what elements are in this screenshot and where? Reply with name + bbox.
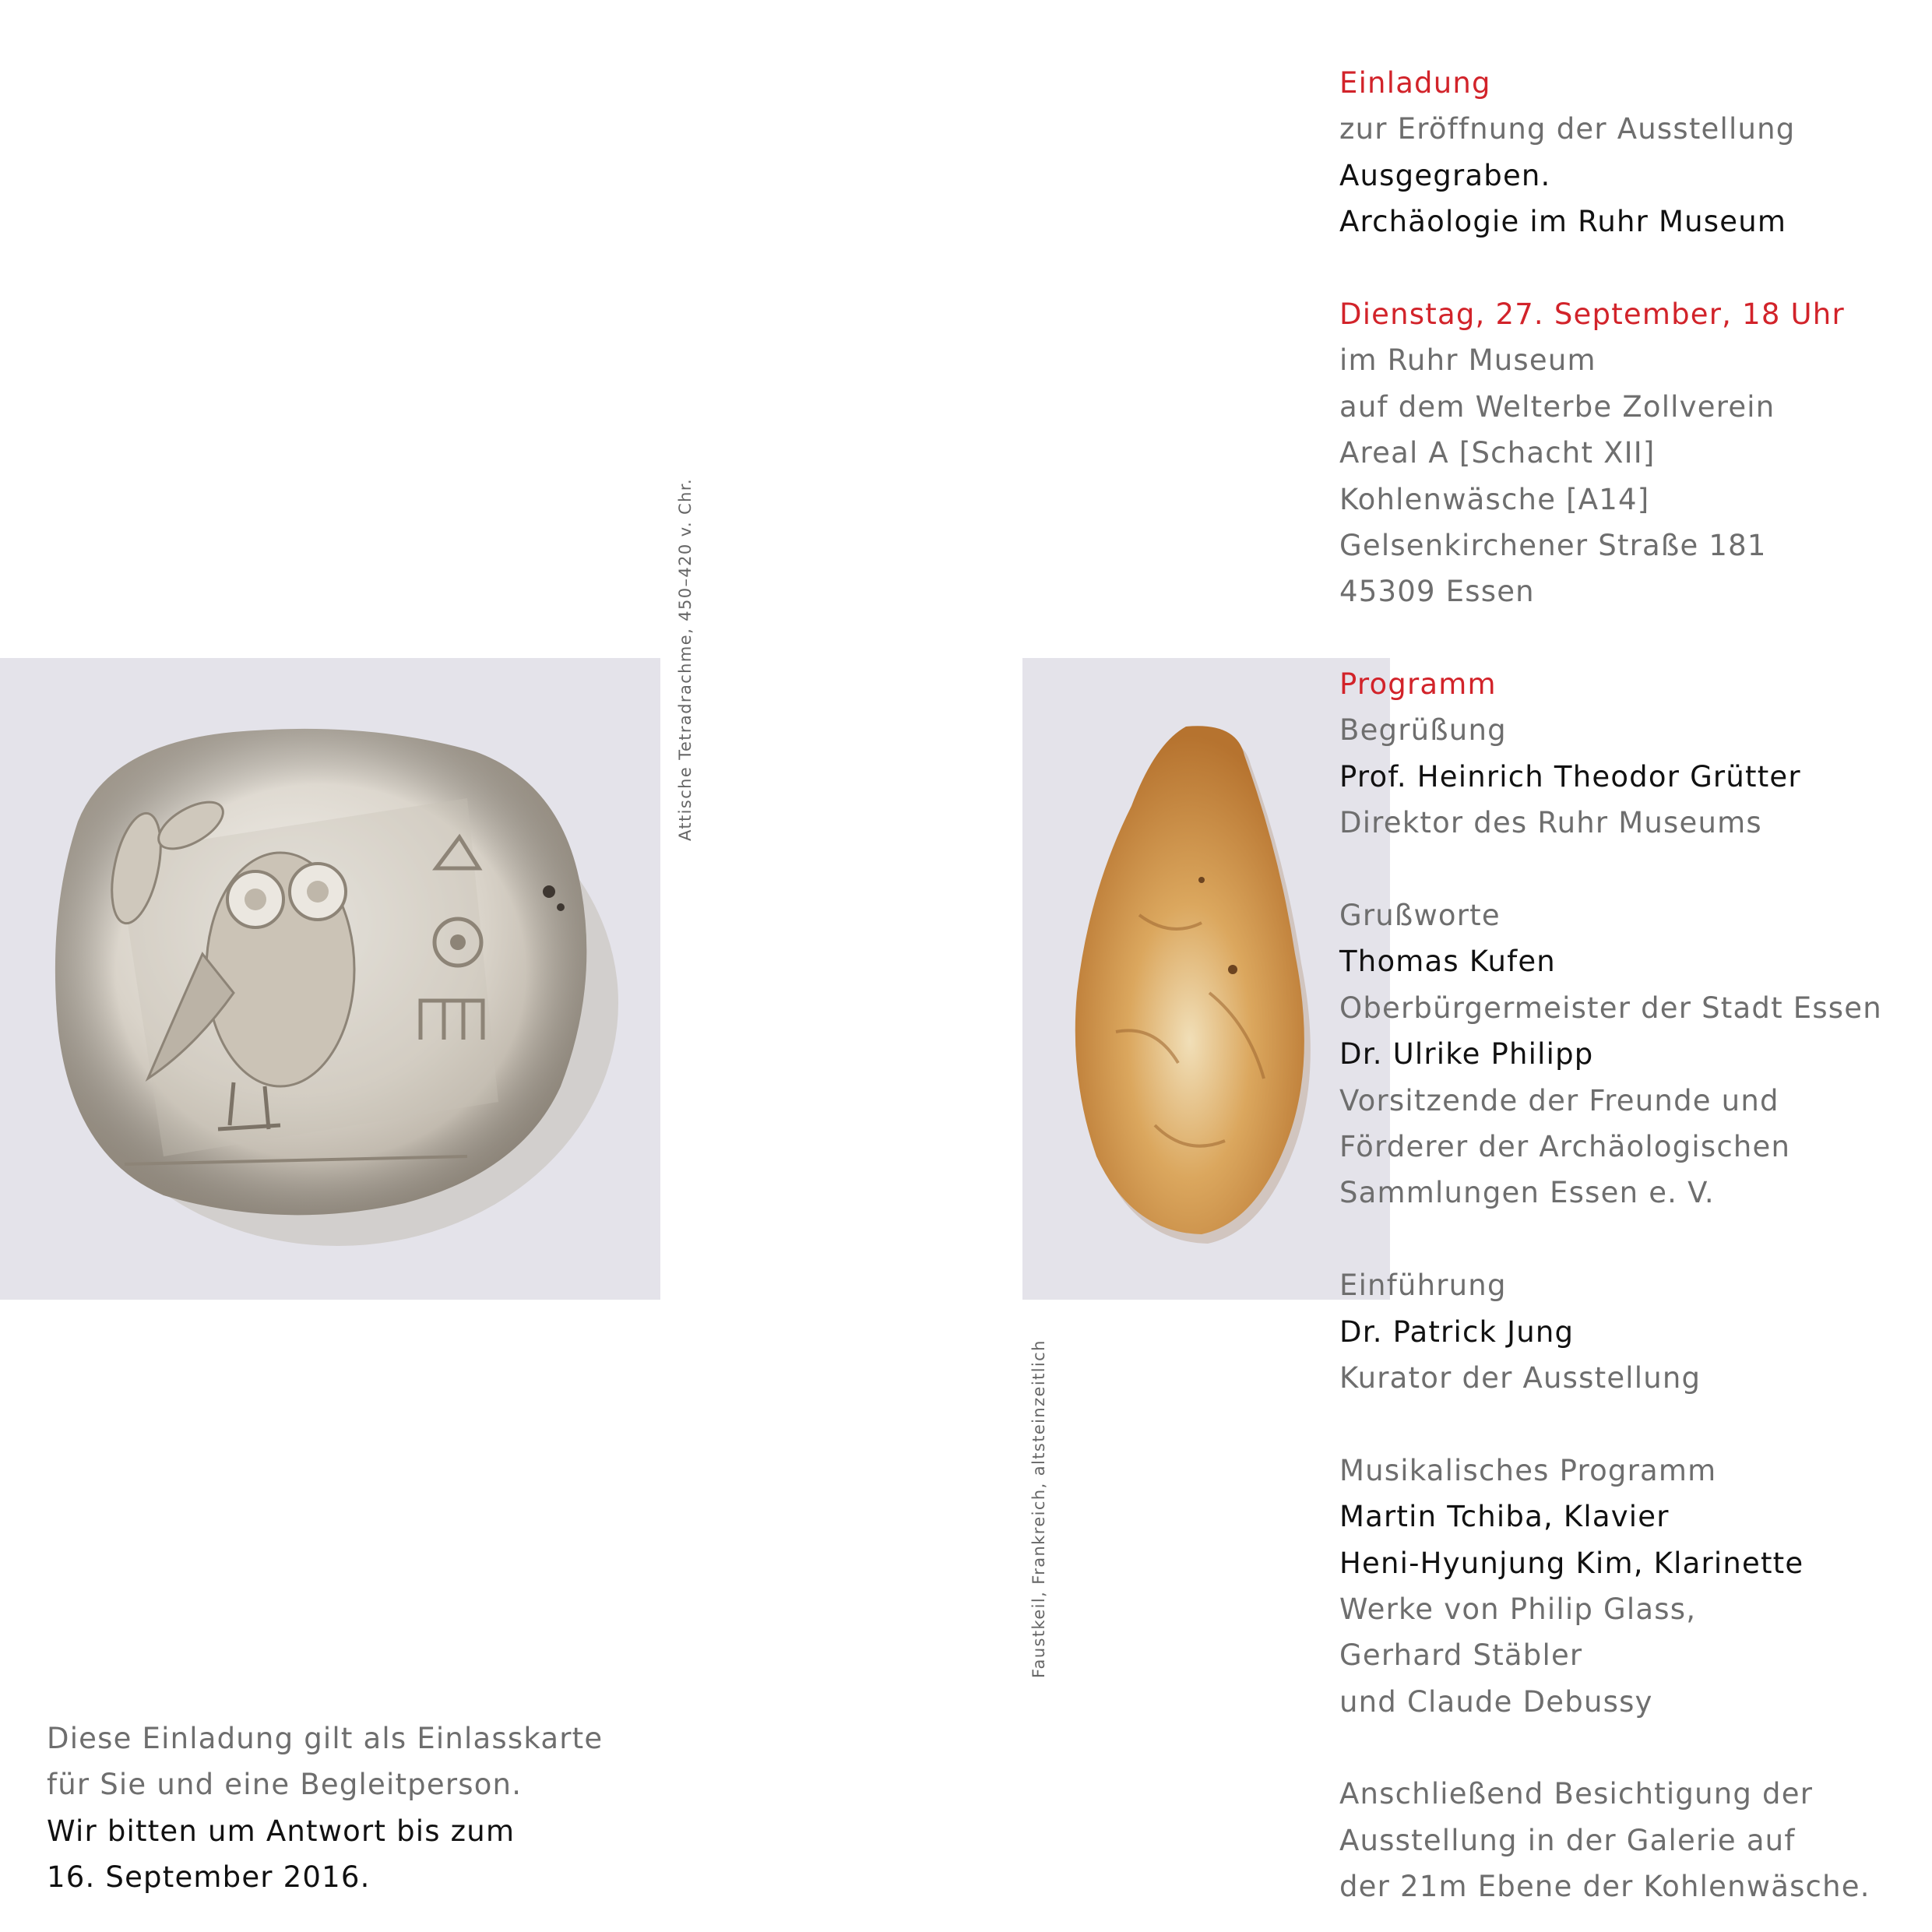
- invitation-subtitle: zur Eröffnung der Ausstellung: [1339, 112, 1796, 146]
- speaker-role: Kurator der Ausstellung: [1339, 1360, 1701, 1395]
- speaker-name: Prof. Heinrich Theodor Grütter: [1339, 759, 1801, 794]
- closing-line: Ausstellung in der Galerie auf: [1339, 1823, 1796, 1857]
- coin-photo: [0, 658, 660, 1300]
- owl-tetradrachm-image: [0, 658, 660, 1300]
- handaxe-image: [1022, 658, 1390, 1300]
- address-line: Areal A [Schacht XII]: [1339, 436, 1656, 470]
- rsvp-date: 16. September 2016.: [47, 1860, 371, 1895]
- closing-line: der 21m Ebene der Kohlenwäsche.: [1339, 1870, 1870, 1904]
- speaker-name: Dr. Patrick Jung: [1339, 1314, 1575, 1349]
- address-line: Gelsenkirchener Straße 181: [1339, 528, 1767, 562]
- address-line: Kohlenwäsche [A14]: [1339, 482, 1650, 516]
- program-item-label: Einführung: [1339, 1269, 1507, 1303]
- rsvp-line: Wir bitten um Antwort bis zum: [47, 1814, 516, 1848]
- address-line: 45309 Essen: [1339, 575, 1535, 609]
- invitation-text-column: [1339, 60, 1916, 1910]
- coin-caption: Attische Tetradrachme, 450–420 v. Chr.: [676, 477, 695, 841]
- program-item-label: Musikalisches Programm: [1339, 1453, 1717, 1487]
- works-line: Gerhard Stäbler: [1339, 1638, 1583, 1673]
- handaxe-photo: [1022, 658, 1390, 1300]
- exhibition-subtitle: Archäologie im Ruhr Museum: [1339, 205, 1787, 239]
- performer: Heni-Hyunjung Kim, Klarinette: [1339, 1546, 1804, 1580]
- speaker-role: Direktor des Ruhr Museums: [1339, 806, 1762, 840]
- address-line: im Ruhr Museum: [1339, 343, 1596, 378]
- speaker-role: Förderer der Archäologischen: [1339, 1129, 1791, 1163]
- handaxe-caption: Faustkeil, Frankreich, altsteinzeitlich: [1029, 1339, 1048, 1678]
- works-line: Werke von Philip Glass,: [1339, 1592, 1697, 1626]
- note-line: für Sie und eine Begleitperson.: [47, 1768, 523, 1802]
- closing-line: Anschließend Besichtigung der: [1339, 1777, 1814, 1811]
- speaker-name: Dr. Ulrike Philipp: [1339, 1037, 1594, 1072]
- speaker-role: Oberbürgermeister der Stadt Essen: [1339, 991, 1882, 1025]
- exhibition-title: Ausgegraben.: [1339, 158, 1551, 192]
- speaker-role: Sammlungen Essen e. V.: [1339, 1176, 1715, 1210]
- speaker-name: Thomas Kufen: [1339, 945, 1556, 979]
- program-heading: Programm: [1339, 667, 1497, 702]
- event-date: Dienstag, 27. September, 18 Uhr: [1339, 297, 1845, 331]
- invitation-heading: Einladung: [1339, 66, 1491, 100]
- address-line: auf dem Welterbe Zollverein: [1339, 389, 1775, 424]
- admission-note: [47, 1716, 639, 1901]
- works-line: und Claude Debussy: [1339, 1684, 1653, 1719]
- speaker-role: Vorsitzende der Freunde und: [1339, 1083, 1779, 1117]
- note-line: Diese Einladung gilt als Einlasskarte: [47, 1722, 604, 1755]
- program-item-label: Begrüßung: [1339, 713, 1507, 748]
- program-item-label: Grußworte: [1339, 899, 1501, 933]
- performer: Martin Tchiba, Klavier: [1339, 1500, 1670, 1534]
